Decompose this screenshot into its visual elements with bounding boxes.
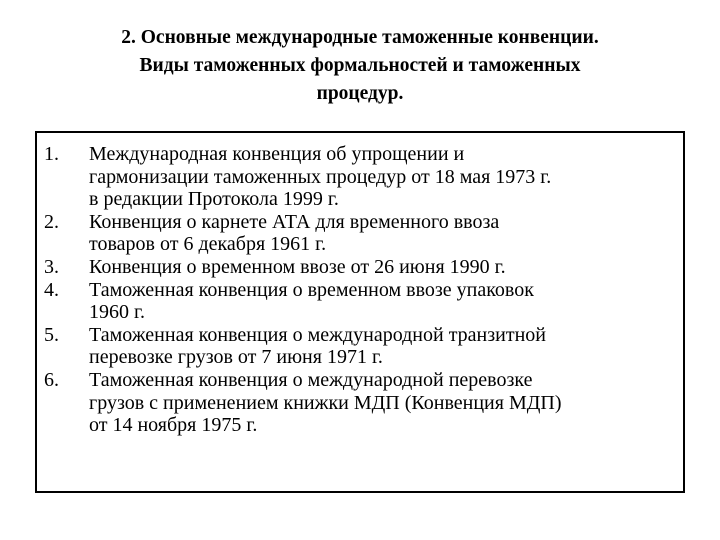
item-text-line: Международная конвенция об упрощении и: [89, 143, 465, 165]
list-item: [44, 143, 684, 211]
item-number: 5.: [44, 323, 59, 346]
item-text-line: Таможенная конвенция о временном ввозе упаковок: [89, 278, 534, 301]
item-text-line: Таможенная конвенция о международной транзитной: [89, 323, 547, 346]
item-text-line: грузов с применением книжки МДП (Конвенция МДП): [89, 391, 562, 414]
item-text-line: в редакции Протокола 1999 г.: [89, 188, 339, 211]
title-line: 2. Основные международные таможенные конвенции.: [121, 27, 599, 48]
item-text-line: гармонизации таможенных процедур от 18 мая 1973 г.: [89, 165, 552, 188]
list-item: [44, 369, 684, 437]
item-text-line: Таможенная конвенция о международной перевозке: [89, 368, 533, 391]
title-line: процедур.: [316, 83, 404, 104]
item-number: 2.: [44, 210, 59, 233]
item-number: 6.: [44, 368, 59, 391]
title-line: Виды таможенных формальностей и таможенных: [139, 55, 581, 76]
item-number: 3.: [44, 255, 59, 278]
item-text-line: Конвенция о карнете АТА для временного ввоза: [89, 210, 500, 233]
list-item: [44, 211, 684, 256]
list-item: [44, 324, 684, 369]
item-text-line: перевозке грузов от 7 июня 1971 г.: [89, 346, 383, 369]
item-text-line: товаров от 6 декабря 1961 г.: [89, 233, 327, 256]
item-text-line: Конвенция о временном ввозе от 26 июня 1990 г.: [89, 255, 506, 278]
item-text-line: от 14 ноября 1975 г.: [89, 414, 258, 437]
convention-list-box: [35, 131, 685, 493]
item-number: 4.: [44, 278, 59, 301]
item-number: 1.: [44, 143, 59, 165]
convention-list: [44, 143, 684, 437]
item-text-line: 1960 г.: [89, 301, 145, 324]
slide-title: [40, 24, 680, 108]
list-item: [44, 279, 684, 324]
list-item: [44, 256, 684, 279]
